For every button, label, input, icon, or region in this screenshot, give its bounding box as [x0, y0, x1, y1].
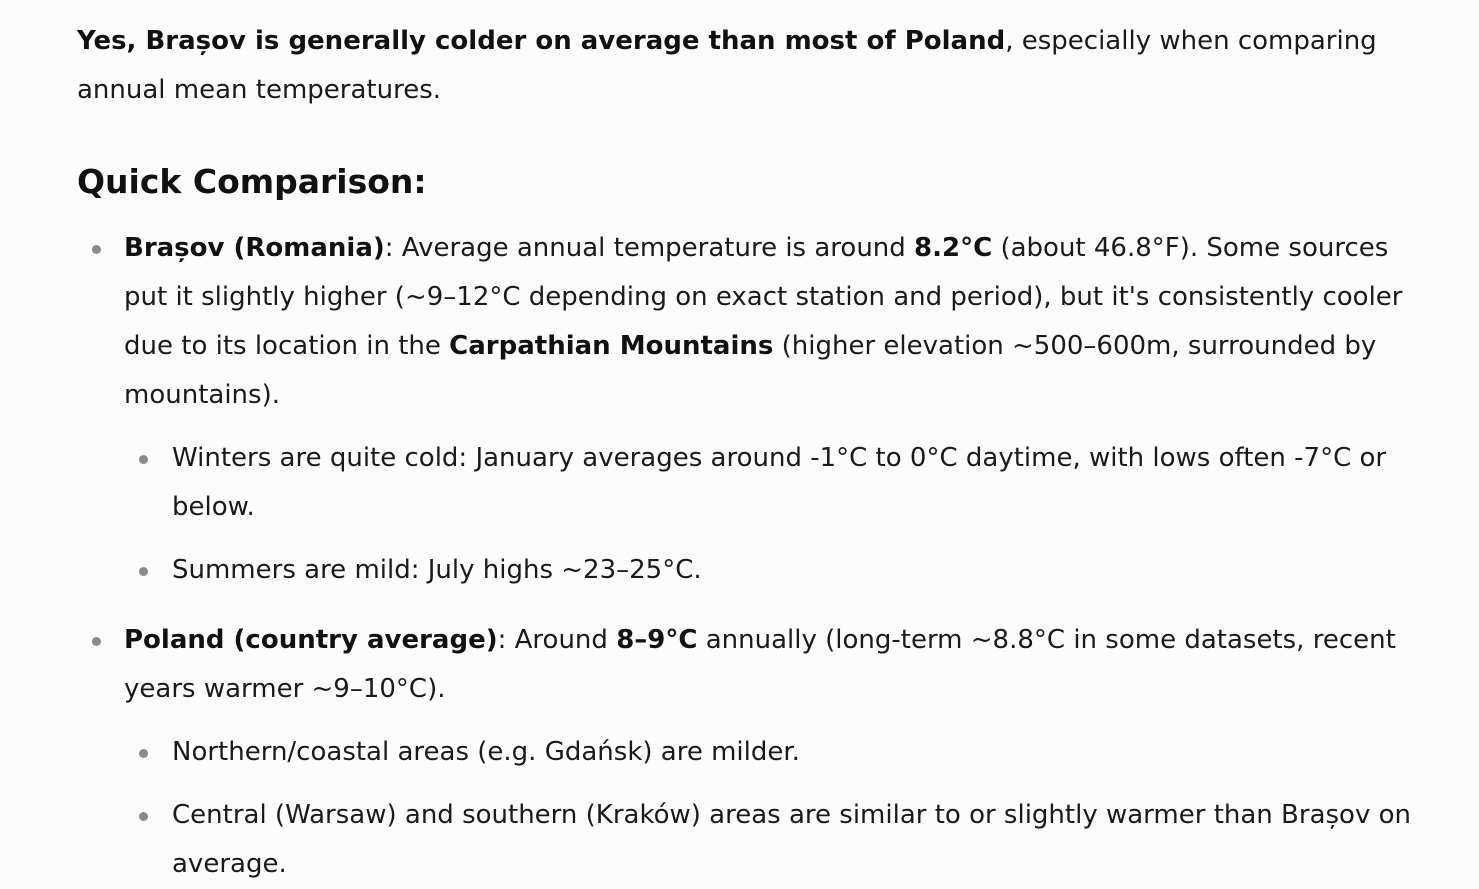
item-label: Poland (country average): [124, 625, 498, 655]
intro-bold-text: Yes, Brașov is generally colder on average than most of Poland: [77, 26, 1006, 56]
sub-item-text: Summers are mild: July highs ~23–25°C.: [172, 555, 702, 585]
item-bold-value: 8–9°C: [616, 625, 698, 655]
list-item-poland: [77, 616, 1437, 889]
sub-item-text: Northern/coastal areas (e.g. Gdańsk) are milder.: [172, 737, 800, 767]
item-text: Average annual temperature is around: [393, 233, 915, 263]
bullet-icon: [139, 567, 148, 576]
bullet-icon: [139, 749, 148, 758]
section-heading: Quick Comparison:: [77, 162, 427, 201]
sub-list: [124, 728, 1437, 889]
list-item-brasov: [77, 224, 1437, 595]
sub-item-text: Winters are quite cold: January averages around -1°C to 0°C daytime, with lows often -7°C or below.: [172, 443, 1387, 522]
bullet-icon: [92, 245, 101, 254]
item-bold-value: 8.2°C: [914, 233, 993, 263]
sub-list-item: [124, 434, 1437, 532]
intro-rest-text: , especially when comparing annual mean temperatures.: [77, 26, 1377, 105]
item-text: annually (long-term ~8.8°C in some datasets, recent years warmer ~9–10°C).: [124, 625, 1396, 704]
bullet-icon: [139, 812, 148, 821]
sub-list-item: [124, 728, 1437, 777]
item-bold-term: Carpathian Mountains: [449, 331, 774, 361]
item-text: Around: [506, 625, 617, 655]
sub-item-text: Central (Warsaw) and southern (Kraków) areas are similar to or slightly warmer than Brașov on average.: [172, 800, 1411, 879]
comparison-list: [77, 224, 1437, 889]
item-text: (about 46.8°F). Some sources put it slightly higher (~9–12°C depending on exact station and period), but it's consistently cooler due to its location in the: [124, 233, 1403, 361]
item-colon: :: [384, 233, 394, 263]
item-label: Brașov (Romania): [124, 233, 385, 263]
intro-paragraph: [77, 17, 1447, 115]
item-text: (higher elevation ~500–600m, surrounded by mountains).: [124, 331, 1377, 410]
bullet-icon: [92, 637, 101, 646]
sub-list-item: [124, 546, 1437, 595]
item-colon: :: [497, 625, 507, 655]
bullet-icon: [139, 455, 148, 464]
sub-list-item: [124, 791, 1437, 889]
chat-response: [77, 17, 1447, 879]
sub-list: [124, 434, 1437, 595]
